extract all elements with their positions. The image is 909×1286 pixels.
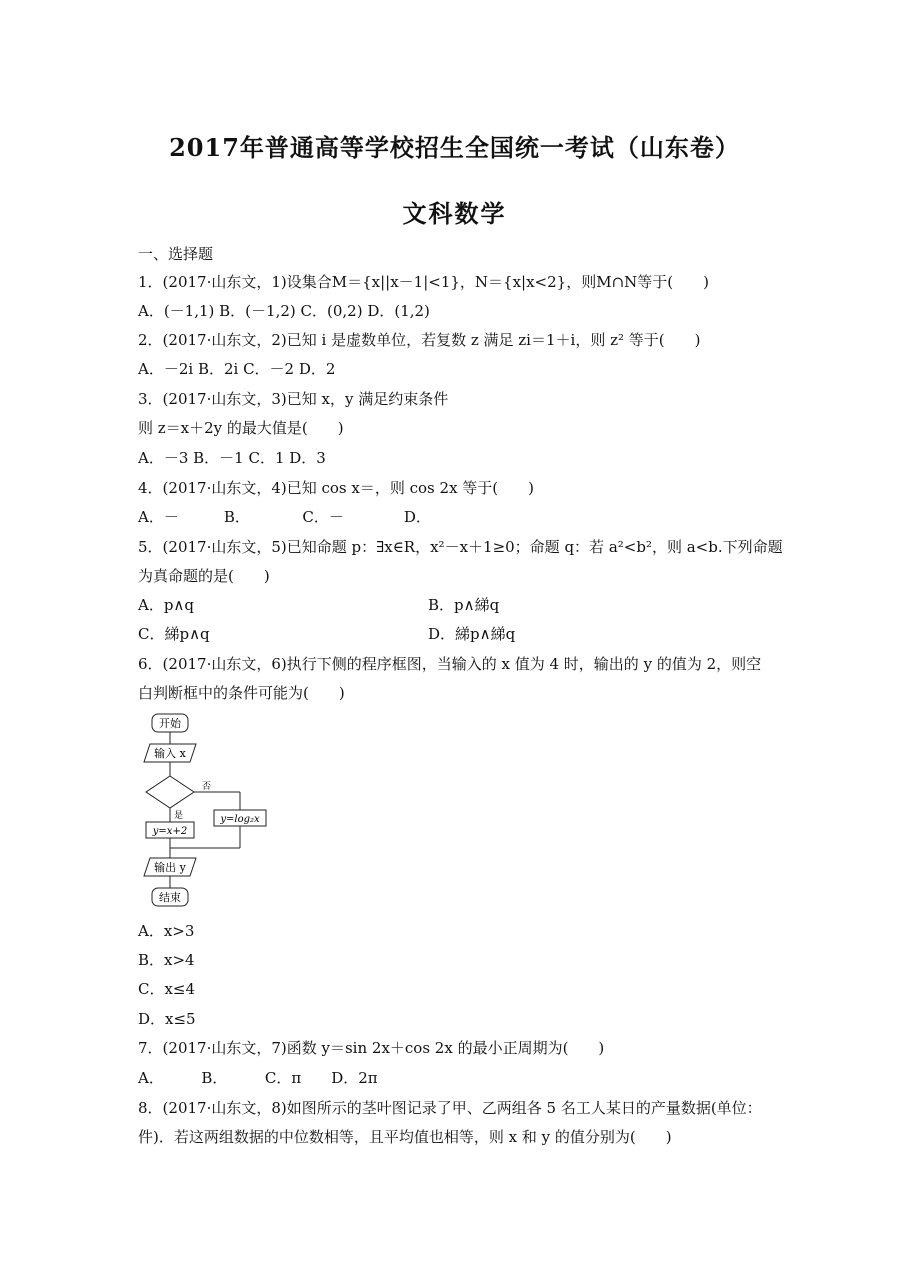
flowchart-svg — [138, 712, 278, 912]
q3-options: A．－3 B．－1 C．1 D．3 — [138, 449, 326, 467]
q3-stem: 3．(2017·山东文，3)已知 x，y 满足约束条件 — [138, 390, 449, 408]
q2-stem: 2．(2017·山东文，2)已知 i 是虚数单位，若复数 z 满足 zi＝1＋i，则 z² 等于( ) — [138, 331, 701, 349]
flow-start-label: 开始 — [159, 717, 181, 730]
q7-stem: 7．(2017·山东文，7)函数 y＝sin 2x＋cos 2x 的最小正周期为( ) — [138, 1039, 605, 1057]
q5-option-c: C．綈p∧q — [138, 625, 210, 643]
q1-options: A．(－1,1) B．(－1,2) C．(0,2) D．(1,2) — [138, 302, 430, 320]
q6-option-b: B．x>4 — [138, 951, 195, 969]
q5-stem-2: 为真命题的是( ) — [138, 567, 270, 585]
flow-decision-diamond — [146, 776, 194, 808]
flow-input-label: 输入 x — [154, 747, 186, 760]
exam-subtitle: 文科数学 — [402, 199, 507, 228]
q5-option-a: A．p∧q — [138, 596, 195, 614]
q7-options: A． B． C．π D．2π — [138, 1069, 378, 1087]
flow-output-label: 输出 y — [154, 861, 186, 874]
q6-stem-2: 白判断框中的条件可能为( ) — [138, 684, 345, 702]
q1-stem: 1．(2017·山东文，1)设集合M＝{x||x－1|<1}，N＝{x|x<2}，则M∩N等于( ) — [138, 273, 709, 291]
q8-stem-2: 件)．若这两组数据的中位数相等，且平均值也相等，则 x 和 y 的值分别为( ) — [138, 1128, 672, 1146]
flow-yes-expr: y=x+2 — [152, 826, 188, 837]
flow-end-label: 结束 — [159, 891, 181, 904]
flow-no-label: 否 — [202, 782, 212, 792]
q2-options: A．－2i B．2i C．－2 D．2 — [138, 360, 336, 378]
exam-title: 2017年普通高等学校招生全国统一考试（山东卷） — [169, 133, 740, 162]
q4-stem: 4．(2017·山东文，4)已知 cos x＝，则 cos 2x 等于( ) — [138, 479, 535, 497]
q6-stem: 6．(2017·山东文，6)执行下侧的程序框图，当输入的 x 值为 4 时，输出的 y 的值为 2，则空 — [138, 655, 762, 673]
q6-option-c: C．x≤4 — [138, 980, 196, 998]
q5-option-d: D．綈p∧綈q — [428, 625, 516, 643]
q5-stem: 5．(2017·山东文，5)已知命题 p：∃x∈R，x²－x＋1≥0；命题 q：若 a²<b²，则 a<b.下列命题 — [138, 538, 783, 556]
q6-option-d: D．x≤5 — [138, 1010, 196, 1028]
q8-stem: 8．(2017·山东文，8)如图所示的茎叶图记录了甲、乙两组各 5 名工人某日的产量数据(单位： — [138, 1099, 762, 1117]
q3-stem-2: 则 z＝x＋2y 的最大值是( ) — [138, 419, 344, 437]
flowchart — [138, 712, 278, 916]
q6-option-a: A．x>3 — [138, 922, 195, 940]
q4-options: A．－ B． C．－ D． — [138, 508, 431, 526]
q5-option-b: B．p∧綈q — [428, 596, 500, 614]
flow-yes-label: 是 — [174, 811, 184, 821]
flow-no-expr: y=log₂x — [220, 814, 260, 825]
section-heading: 一、选择题 — [138, 245, 214, 263]
